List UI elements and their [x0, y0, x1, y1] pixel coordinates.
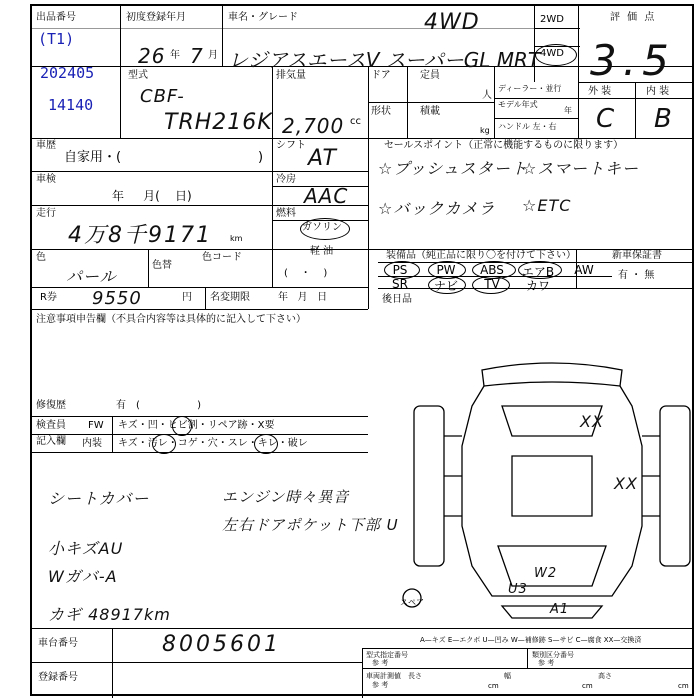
cm-unit-1: cm	[488, 682, 499, 690]
divider	[578, 6, 579, 138]
divider	[32, 662, 362, 663]
format-label: 型式指定番号	[366, 651, 408, 659]
drive-2wd: 2WD	[540, 14, 564, 25]
body-note-2: 左右ドアポケット下部 U	[222, 516, 399, 534]
chassis-label: 車台番号	[38, 638, 78, 649]
first-reg-label: 初度登録年月	[126, 12, 186, 23]
class-label: 類別区分番号	[532, 651, 574, 659]
body-note-1: エンジン時々異音	[222, 488, 350, 506]
divider	[368, 66, 369, 138]
history-paren-close: )	[258, 150, 264, 165]
damage-mark-side: XX	[614, 474, 638, 493]
year-unit-2: 年	[564, 106, 572, 115]
divider	[32, 171, 368, 172]
divider	[32, 434, 368, 435]
notes-label: 注意事項申告欄（不具合内容等は具体的に記入して下さい）	[36, 314, 306, 325]
recycle-label: R券	[40, 292, 57, 303]
shape-label: 形状	[371, 106, 391, 117]
color-label: 色	[36, 252, 46, 263]
fuel-paren: ( ・ )	[284, 268, 328, 279]
note-4: カギ 48917km	[48, 605, 171, 624]
shift-label: シフト	[276, 140, 306, 151]
damage-mark-u3: U3	[508, 582, 528, 597]
divider	[112, 416, 113, 452]
damage-mark-a1: A1	[550, 602, 570, 617]
damage-legend: A—キズ E—エクボ U—凹み W—補修跡 S—サビ C—腐食 XX—交換済	[420, 636, 642, 644]
score-label: 評 価 点	[610, 12, 657, 23]
color-value: パール	[66, 267, 117, 286]
interior-circle-1	[152, 434, 176, 454]
month-unit: 月	[208, 50, 218, 61]
ext-label: 外 装	[588, 86, 612, 97]
selling-point-2: ☆スマートキー	[522, 159, 640, 178]
note-1: シートカバー	[48, 489, 150, 508]
equipment-label: 装備品（純正品に限り〇を付けて下さい）	[386, 250, 576, 261]
shift-value: AT	[308, 146, 337, 171]
divider	[368, 102, 494, 103]
reg-label: 登録番号	[38, 672, 78, 683]
equip-sr: SR	[392, 277, 408, 291]
spare-label: スペア	[400, 598, 424, 607]
selling-points-label: セールスポイント（正常に機能するものに限ります）	[384, 140, 624, 151]
warranty-value: 有 ・ 無	[618, 270, 655, 281]
ac-value: AAC	[304, 184, 349, 208]
fuel-gas: ガソリン	[302, 222, 342, 233]
mileage-value: 4万8千9171	[68, 223, 212, 248]
interior-circle-2	[254, 434, 278, 454]
int-grade: B	[654, 104, 673, 134]
divider	[635, 82, 636, 138]
ext-grade: C	[596, 104, 616, 134]
load-label: 積載	[420, 106, 440, 117]
divider	[407, 66, 408, 138]
color-code-label: 色コード	[202, 252, 242, 263]
color-change-label: 色替	[152, 260, 172, 271]
divider	[32, 452, 368, 453]
equip-navi: ナビ	[433, 279, 458, 293]
divider	[222, 6, 223, 66]
ac-label: 冷房	[276, 174, 296, 185]
lot-venue: (T1)	[38, 30, 75, 48]
equip-aw: AW	[574, 263, 594, 277]
divider	[148, 249, 149, 287]
divider	[368, 138, 369, 309]
model-type-label: 型式	[128, 70, 148, 81]
ref-label-1: 参 考	[372, 659, 389, 667]
inspect-label: 車検	[36, 174, 56, 185]
divider	[494, 66, 495, 138]
divider	[32, 287, 368, 288]
fw-label: FW	[88, 420, 104, 431]
divider	[120, 6, 121, 66]
divider	[120, 66, 121, 138]
dealer-label: ディーラー・並行	[498, 84, 562, 93]
equip-airbag: エアB	[521, 265, 555, 279]
equip-tv-circle	[472, 276, 510, 294]
model-year-label: モデル年式	[498, 100, 538, 109]
damage-mark-w2: W2	[534, 566, 558, 581]
divider	[272, 138, 273, 287]
divider	[362, 648, 363, 698]
yen-unit: 円	[182, 292, 192, 303]
fw-line: キズ・凹・ヒビ割・リペア跡・X要	[118, 420, 275, 431]
divider	[362, 668, 692, 669]
repair-paren: ( )	[136, 400, 202, 411]
history-label: 車歴	[36, 140, 56, 151]
mileage-label: 走行	[36, 208, 56, 219]
divider	[32, 138, 692, 139]
displacement: 2,700	[282, 114, 345, 138]
rear-seat-label: 後日品	[382, 294, 412, 305]
equip-airbag-circle	[518, 261, 562, 279]
drive-handwritten: 4WD	[424, 10, 480, 35]
length-label: 長さ	[408, 672, 422, 680]
model-code: TRH216K	[164, 110, 273, 135]
name-label: 車名・グレード	[228, 12, 298, 23]
handle-label: ハンドル 左・右	[498, 122, 557, 131]
person-unit: 人	[482, 90, 492, 101]
size-label: 車両計測値	[366, 672, 401, 680]
divider	[494, 118, 578, 119]
equip-tv: TV	[484, 277, 500, 291]
model-name: レジアスエースV スーパーGL MRT	[228, 48, 541, 72]
divider	[494, 98, 578, 99]
damage-mark-front: XX	[580, 412, 604, 431]
repair-label: 修復歴	[36, 400, 66, 411]
km-unit: km	[230, 234, 243, 243]
lot-label: 出品番号	[36, 12, 76, 23]
capacity-label: 定員	[420, 70, 440, 81]
equip-ps-circle	[384, 261, 420, 279]
selling-point-4: ☆ETC	[522, 196, 572, 215]
equip-leather: カワ	[525, 279, 550, 293]
entry-label: 記入欄	[36, 436, 66, 447]
divider	[32, 628, 692, 629]
recycle-value: 9550	[92, 288, 142, 309]
divider	[534, 28, 580, 29]
equip-abs: ABS	[480, 263, 504, 277]
equip-pw: PW	[436, 263, 456, 277]
name-change-label: 名変期限	[210, 292, 250, 303]
inspect-text: 年 月( 日)	[112, 189, 192, 203]
warranty-label: 新車保証書	[612, 250, 662, 261]
chassis-number: 8005601	[162, 632, 281, 657]
lot-number: 14140	[48, 96, 94, 114]
height-label: 高さ	[598, 672, 612, 680]
note-3: Wガバ-A	[48, 567, 118, 586]
history-value: 自家用・(	[64, 150, 122, 165]
first-reg-month: 7	[190, 44, 204, 68]
score: 3.5	[590, 36, 675, 85]
divider	[32, 309, 368, 310]
equip-navi-circle	[428, 276, 466, 294]
displacement-label: 排気量	[276, 70, 306, 81]
model-type: CBF-	[140, 86, 185, 107]
divider	[32, 249, 692, 250]
ref-label-2: 参 考	[538, 659, 555, 667]
width-label: 幅	[504, 672, 511, 680]
interior-line: キズ・汚レ・コゲ・穴・スレ・キレ・破レ	[118, 438, 308, 449]
divider	[32, 416, 368, 417]
drive-4wd: 4WD	[540, 48, 564, 59]
equip-ps: PS	[392, 263, 408, 277]
selling-point-3: ☆バックカメラ	[378, 199, 496, 218]
fuel-label: 燃料	[276, 208, 296, 219]
cc-unit: cc	[350, 116, 361, 127]
divider	[527, 648, 528, 668]
kg-unit: kg	[480, 126, 490, 135]
int-label: 内 装	[646, 86, 670, 97]
note-2: 小キズAU	[48, 539, 124, 558]
inspector-label: 検査員	[36, 420, 66, 431]
divider	[205, 287, 206, 309]
ref-label-3: 参 考	[372, 681, 389, 689]
selling-point-1: ☆プッシュスタート	[378, 159, 528, 178]
repair-value: 有	[116, 400, 126, 411]
year-unit: 年	[170, 50, 180, 61]
name-change-text: 年 月 日	[278, 292, 328, 303]
first-reg-year: 26	[138, 44, 166, 68]
cm-unit-3: cm	[678, 682, 689, 690]
interior-label: 内装	[82, 438, 102, 449]
fuel-diesel: 軽 油	[310, 246, 334, 257]
divider	[112, 628, 113, 698]
auction-sheet	[30, 4, 694, 696]
door-label: ドア	[371, 70, 391, 81]
fw-circle	[172, 416, 192, 436]
cm-unit-2: cm	[582, 682, 593, 690]
lot-date: 202405	[40, 64, 95, 82]
